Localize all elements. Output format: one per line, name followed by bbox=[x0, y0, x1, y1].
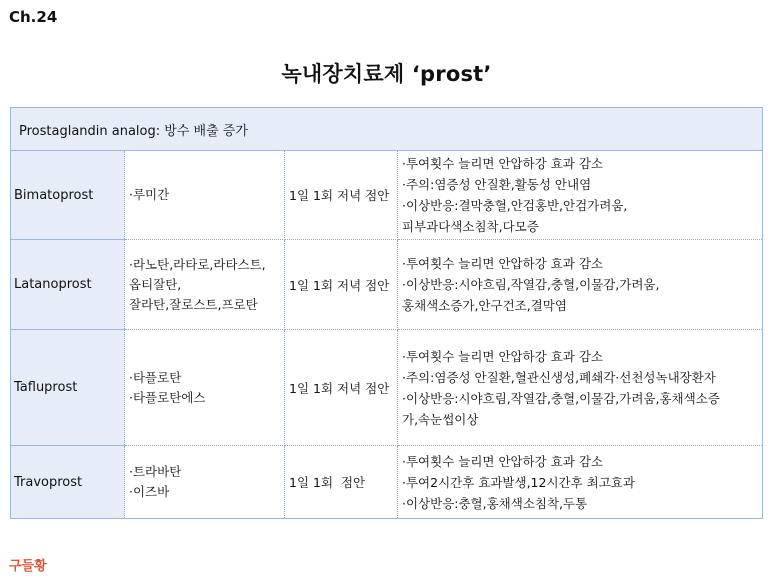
brand-line: ·루미간 bbox=[129, 187, 170, 202]
notes bbox=[398, 240, 763, 330]
brand-line: ·라노탄,라타로,라타스트, bbox=[129, 256, 266, 272]
chapter-label: Ch.24 bbox=[9, 8, 58, 26]
brand-names bbox=[125, 446, 285, 519]
dosage: 1일 1회 점안 bbox=[285, 446, 398, 519]
note-line: ·이상반응:시야흐림,작열감,충혈,이물감,가려움, bbox=[402, 277, 660, 292]
brand-names bbox=[125, 151, 285, 240]
note-line: ·투여횟수 늘리면 안압하강 효과 감소 bbox=[402, 156, 603, 171]
note-line: ·투여2시간후 효과발생,12시간후 최고효과 bbox=[402, 474, 635, 490]
note-line: ·투여횟수 늘리면 안압하강 효과 감소 bbox=[402, 453, 603, 469]
note-line: ·주의:염증성 안질환,활동성 안내염 bbox=[402, 177, 592, 192]
dosage: 1일 1회 저녁 점안 bbox=[285, 330, 398, 446]
drug-name: Tafluprost bbox=[11, 330, 125, 446]
brand-line: ·이즈바 bbox=[129, 484, 170, 499]
dosage: 1일 1회 저녁 점안 bbox=[285, 151, 398, 240]
drug-table bbox=[10, 107, 763, 519]
note-line: ·이상반응:시야흐림,작열감,충혈,이물감,가려움,홍채색소증 bbox=[402, 390, 720, 406]
dosage: 1일 1회 저녁 점안 bbox=[285, 240, 398, 330]
author-signature: 구들황 bbox=[9, 559, 47, 574]
note-line: ·이상반응:결막충혈,안검홍반,안검가려움, bbox=[402, 198, 628, 213]
table-header-row bbox=[11, 108, 763, 151]
drug-name: Bimatoprost bbox=[11, 151, 125, 240]
table-header: Prostaglandin analog: 방수 배출 증가 bbox=[11, 108, 763, 151]
note-line: 피부과다색소침착,다모증 bbox=[402, 219, 539, 234]
note-line: ·투여횟수 늘리면 안압하강 효과 감소 bbox=[402, 256, 603, 271]
drug-name: Latanoprost bbox=[11, 240, 125, 330]
notes bbox=[398, 330, 763, 446]
brand-line: ·트라바탄 bbox=[129, 464, 182, 479]
note-line: 홍채색소증가,안구건조,결막염 bbox=[402, 298, 567, 313]
table-row bbox=[11, 446, 763, 519]
note-line: ·투여횟수 늘리면 안압하강 효과 감소 bbox=[402, 348, 603, 364]
brand-line: ·타플로탄 bbox=[129, 369, 182, 385]
note-line: 가,속눈썹이상 bbox=[402, 411, 479, 427]
drug-name: Travoprost bbox=[11, 446, 125, 519]
notes bbox=[398, 446, 763, 519]
brand-line: ·타플로탄에스 bbox=[129, 389, 206, 405]
note-line: ·주의:염증성 안질환,혈관신생성,폐쇄각·선천성녹내장환자 bbox=[402, 369, 716, 385]
note-line: ·이상반응:충혈,홍채색소침착,두통 bbox=[402, 495, 588, 511]
table-row bbox=[11, 151, 763, 240]
brand-line: 옵티잘탄, bbox=[129, 276, 182, 292]
brand-names bbox=[125, 240, 285, 330]
page-title: 녹내장치료제 ‘prost’ bbox=[281, 62, 492, 86]
table-row bbox=[11, 330, 763, 446]
table-row bbox=[11, 240, 763, 330]
notes bbox=[398, 151, 763, 240]
brand-names bbox=[125, 330, 285, 446]
brand-line: 잘라탄,잘로스트,프로탄 bbox=[129, 296, 258, 312]
